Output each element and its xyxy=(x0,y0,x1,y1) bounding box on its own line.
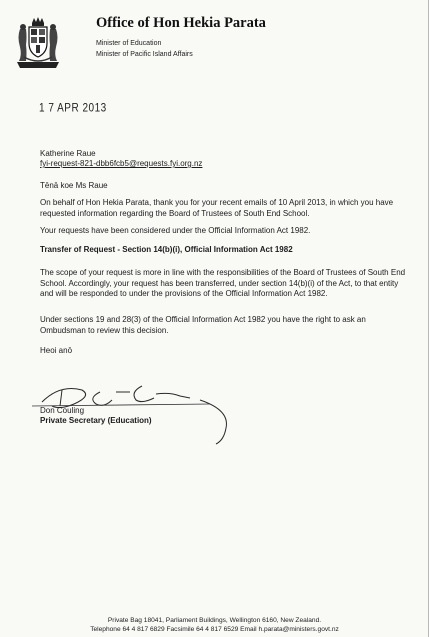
paragraph-transfer: The scope of your request is more in line with the responsibilities of the Board of Trustees of South End School. Accordingly, your request has been transferred, under section 14(b)(i) of the Act, to that entity and will be responded to under the provisions of the Official Information Act 1982. xyxy=(40,268,406,299)
section-heading: Transfer of Request - Section 14(b)(i), Official Information Act 1982 xyxy=(40,245,293,254)
date-stamp: 1 7 APR 2013 xyxy=(39,102,107,115)
signer-name: Don Couling xyxy=(40,406,85,415)
office-subtitle-education: Minister of Education xyxy=(96,40,162,47)
paragraph-ombudsman: Under sections 19 and 28(3) of the Official Information Act 1982 you have the right to ask an Ombudsman to review this decision. xyxy=(40,315,366,335)
office-subtitle-pacific: Minister of Pacific Island Affairs xyxy=(96,51,193,58)
closing: Heoi anō xyxy=(40,346,73,355)
recipient-name: Katherine Raue xyxy=(40,149,96,158)
paragraph-considered: Your requests have been considered under the Official Information Act 1982. xyxy=(40,226,311,235)
paragraph-thanks: On behalf of Hon Hekia Parata, thank you for your recent emails of 10 April 2013, in which you have requested information regarding the Board of Trustees of South End School. xyxy=(40,198,394,218)
footer-address: Private Bag 18041, Parliament Buildings, Wellington 6160, New Zealand. xyxy=(107,617,322,624)
office-title: Office of Hon Hekia Parata xyxy=(96,15,266,31)
coat-of-arms-icon xyxy=(14,17,62,69)
recipient-email: fyi-request-821-dbb6fcb5@requests.fyi.org.nz xyxy=(40,159,203,168)
greeting: Tēnā koe Ms Raue xyxy=(40,181,108,190)
footer-contact: Telephone 64 4 817 6829 Facsimile 64 4 817 6529 Email h.parata@ministers.govt.nz xyxy=(90,626,339,633)
signer-title: Private Secretary (Education) xyxy=(40,416,152,425)
